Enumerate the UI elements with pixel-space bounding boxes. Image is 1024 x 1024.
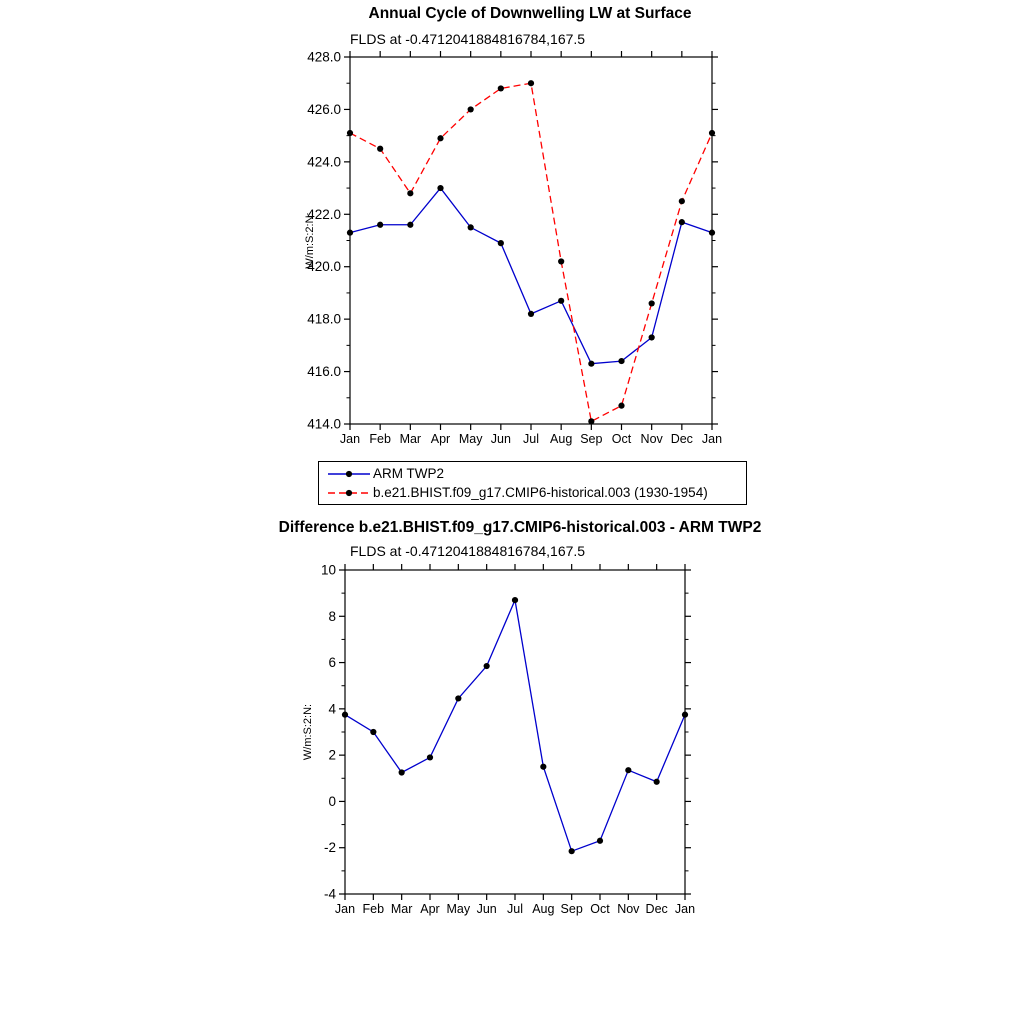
svg-text:Apr: Apr — [420, 902, 440, 916]
svg-text:Mar: Mar — [390, 902, 413, 916]
svg-text:10: 10 — [320, 562, 336, 578]
svg-text:Nov: Nov — [640, 432, 663, 446]
svg-text:Dec: Dec — [670, 432, 693, 446]
svg-text:420.0: 420.0 — [307, 259, 341, 275]
chart2-subtitle: FLDS at -0.4712041884816784,167.5 — [350, 543, 586, 559]
svg-text:2: 2 — [328, 747, 336, 763]
svg-text:Aug: Aug — [550, 432, 573, 446]
svg-text:428.0: 428.0 — [307, 49, 341, 65]
svg-text:418.0: 418.0 — [307, 311, 341, 327]
legend-item-arm-twp2 — [326, 464, 746, 483]
svg-text:Jan: Jan — [339, 432, 361, 446]
svg-text:Sep: Sep — [580, 432, 603, 446]
chart2-title: Difference b.e21.BHIST.f09_g17.CMIP6-historical.003 - ARM TWP2 — [278, 519, 762, 536]
legend-label-model-run: b.e21.BHIST.f09_g17.CMIP6-historical.003 (1930-1954) — [373, 485, 708, 500]
svg-text:Jan: Jan — [674, 902, 696, 916]
chart1-title: Annual Cycle of Downwelling LW at Surface — [368, 5, 692, 22]
svg-text:-4: -4 — [323, 886, 336, 902]
svg-text:Oct: Oct — [611, 432, 632, 446]
svg-text:Jan: Jan — [334, 902, 356, 916]
svg-text:W/m:S:2:N:: W/m:S:2:N: — [302, 703, 314, 761]
svg-text:May: May — [458, 432, 483, 446]
svg-text:414.0: 414.0 — [307, 416, 341, 432]
svg-text:Mar: Mar — [399, 432, 422, 446]
svg-text:Sep: Sep — [560, 902, 583, 916]
svg-text:416.0: 416.0 — [307, 364, 341, 380]
legend-item-model-run — [326, 483, 746, 502]
svg-text:Jan: Jan — [701, 432, 723, 446]
svg-text:Nov: Nov — [617, 902, 640, 916]
svg-text:Oct: Oct — [590, 902, 610, 916]
chart1-subtitle: FLDS at -0.4712041884816784,167.5 — [350, 31, 586, 47]
svg-text:Jul: Jul — [507, 902, 523, 916]
svg-text:Jul: Jul — [523, 432, 539, 446]
svg-text:Jun: Jun — [476, 902, 497, 916]
svg-text:Apr: Apr — [430, 432, 451, 446]
svg-text:422.0: 422.0 — [307, 206, 341, 222]
chart1-legend — [318, 461, 747, 505]
svg-text:-2: -2 — [323, 840, 336, 856]
svg-text:W/m:S:2:N:: W/m:S:2:N: — [304, 212, 316, 269]
svg-text:Feb: Feb — [369, 432, 391, 446]
svg-text:8: 8 — [328, 608, 336, 624]
svg-text:426.0: 426.0 — [307, 101, 341, 117]
svg-text:Aug: Aug — [532, 902, 555, 916]
svg-text:424.0: 424.0 — [307, 154, 341, 170]
svg-text:4: 4 — [328, 701, 336, 717]
svg-text:6: 6 — [328, 655, 336, 671]
legend-line-sample-red — [326, 485, 372, 501]
svg-text:Dec: Dec — [645, 902, 668, 916]
svg-text:0: 0 — [328, 793, 336, 809]
svg-text:Jun: Jun — [490, 432, 511, 446]
svg-text:Feb: Feb — [362, 902, 385, 916]
svg-text:May: May — [446, 902, 471, 916]
legend-label-arm-twp2: ARM TWP2 — [373, 466, 445, 481]
legend-line-sample-blue — [326, 466, 372, 482]
